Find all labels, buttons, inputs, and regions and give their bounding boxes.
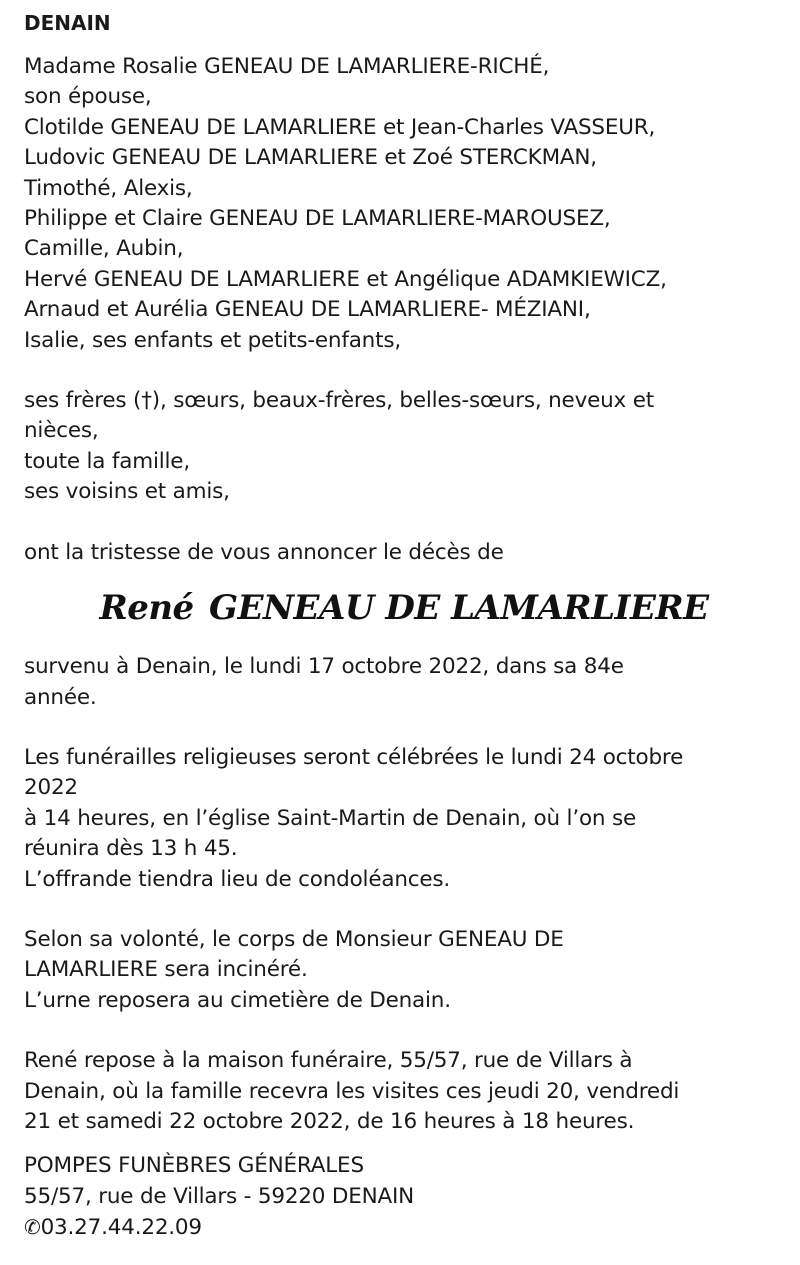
funeral-details (24, 743, 784, 895)
cremation-line: Selon sa volonté, le corps de Monsieur GENEAU DE (24, 926, 564, 952)
family-line: Hervé GENEAU DE LAMARLIERE et Angélique ADAMKIEWICZ, (24, 266, 667, 292)
death-line: année. (24, 684, 97, 710)
funeral-line: 2022 (24, 775, 78, 801)
family-line: Camille, Aubin, (24, 236, 184, 262)
family-line: Ludovic GENEAU DE LAMARLIERE et Zoé STERCKMAN, (24, 145, 597, 171)
phone-number[interactable]: 03.27.44.22.09 (40, 1215, 202, 1241)
death-details (24, 652, 784, 713)
funeral-home-address: 55/57, rue de Villars - 59220 DENAIN (24, 1183, 415, 1209)
visit-line: Denain, où la famille recevra les visites ces jeudi 20, vendredi (24, 1078, 680, 1104)
funeral-home-name: POMPES FUNÈBRES GÉNÉRALES (24, 1153, 364, 1179)
extended-line: nièces, (24, 418, 99, 444)
family-line: Madame Rosalie GENEAU DE LAMARLIERE-RICHÉ, (24, 54, 550, 79)
family-line: son épouse, (24, 84, 152, 110)
funeral-line: réunira dès 13 h 45. (24, 836, 238, 862)
cremation-details (24, 925, 784, 1016)
funeral-home-info (24, 1151, 784, 1243)
cremation-line: L’urne reposera au cimetière de Denain. (24, 987, 451, 1013)
visit-details (24, 1046, 784, 1137)
family-line: Arnaud et Aurélia GENEAU DE LAMARLIERE- MÉZIANI, (24, 297, 591, 323)
extended-line: ses voisins et amis, (24, 479, 230, 505)
deceased-last-name: GENEAU DE LAMARLIERE (209, 588, 709, 629)
announcement-line: ont la tristesse de vous annoncer le décès de (24, 539, 504, 565)
family-line: Clotilde GENEAU DE LAMARLIERE et Jean-Charles VASSEUR, (24, 114, 656, 140)
visit-line: René repose à la maison funéraire, 55/57, rue de Villars à (24, 1048, 633, 1074)
family-line: Philippe et Claire GENEAU DE LAMARLIERE-MAROUSEZ, (24, 206, 611, 232)
funeral-home-phone (24, 1212, 784, 1243)
funeral-line: L’offrande tiendra lieu de condoléances. (24, 866, 451, 892)
cremation-line: LAMARLIERE sera incinéré. (24, 957, 308, 983)
phone-icon: ✆ (24, 1215, 41, 1240)
extended-family-list (24, 386, 784, 508)
deceased-name (24, 586, 784, 630)
family-line: Timothé, Alexis, (24, 175, 193, 201)
death-line: survenu à Denain, le lundi 17 octobre 2022, dans sa 84e (24, 654, 624, 680)
announcement-text (24, 538, 784, 568)
visit-line: 21 et samedi 22 octobre 2022, de 16 heures à 18 heures. (24, 1108, 635, 1134)
obituary-notice (24, 8, 784, 1244)
extended-line: ses frères (†), sœurs, beaux-frères, belles-sœurs, neveux et (24, 388, 654, 414)
city-heading: DENAIN (24, 11, 111, 35)
funeral-line: à 14 heures, en l’église Saint-Martin de Denain, où l’on se (24, 805, 636, 831)
family-list (24, 52, 784, 356)
extended-line: toute la famille, (24, 448, 190, 474)
deceased-first-name: René (99, 588, 194, 629)
funeral-line: Les funérailles religieuses seront célébrées le lundi 24 octobre (24, 744, 684, 770)
family-line: Isalie, ses enfants et petits-enfants, (24, 327, 401, 353)
